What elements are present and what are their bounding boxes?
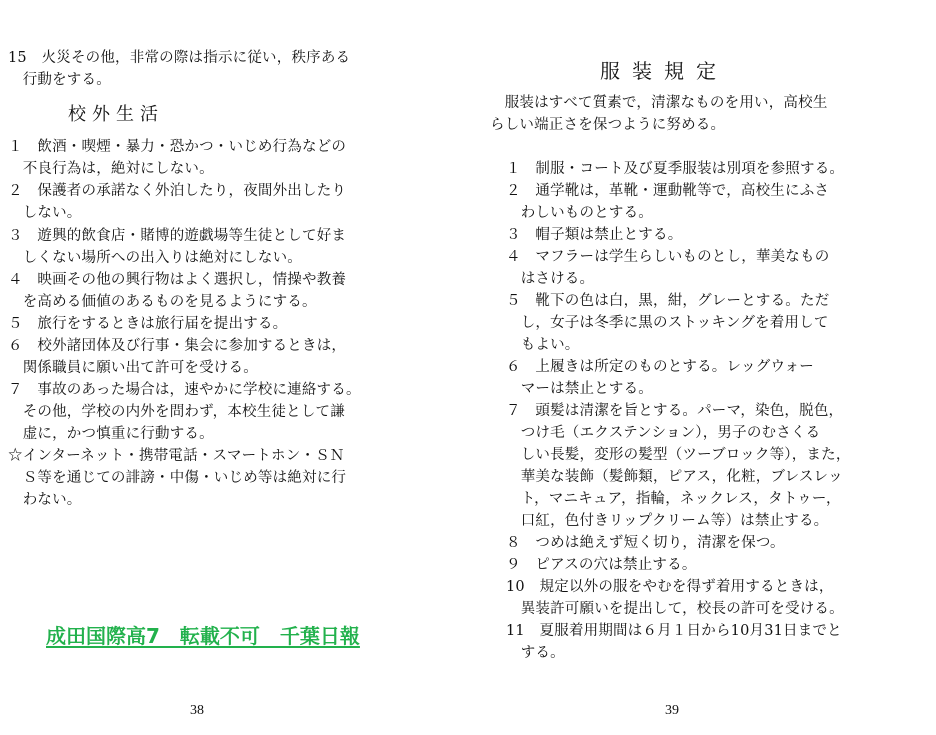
- rule-line: つけ毛（エクステンション），男子のむさくる: [506, 425, 821, 441]
- rule-line: ６ 校外諸団体及び行事・集会に参加するときは，: [8, 338, 347, 354]
- rule-line: わしいものとする。: [506, 205, 653, 221]
- rule-line: ７ 頭髪は清潔を旨とする。パーマ，染色，脱色，: [506, 403, 844, 419]
- rule-line: 華美な装飾（髪飾類，ピアス，化粧，ブレスレッ: [506, 469, 843, 485]
- rule-line: 行動をする。: [8, 72, 111, 88]
- rule-line: ８ つめは絶えず短く切り，清潔を保つ。: [506, 535, 785, 551]
- rule-line: ２ 保護者の承諾なく外泊したり，夜間外出したり: [8, 183, 347, 199]
- rule-line: 異装許可願いを提出して，校長の許可を受ける。: [506, 601, 844, 617]
- rule-line: 15 火災その他，非常の際は指示に従い，秩序ある: [8, 50, 351, 66]
- rule-line: ４ 映画その他の興行物はよく選択し，情操や教養: [8, 272, 347, 288]
- right-page: [468, 0, 936, 735]
- rule-line: はさける。: [506, 271, 595, 287]
- rule-line: を高める価値のあるものを見るようにする。: [8, 294, 317, 310]
- rule-line: マーは禁止とする。: [506, 381, 653, 397]
- rule-line: ☆インターネット・携帯電話・スマートホン・ＳＮ: [8, 448, 345, 464]
- rule-line: 不良行為は，絶対にしない。: [8, 161, 214, 177]
- rule-line: 虚に，かつ慎重に行動する。: [8, 426, 214, 442]
- rule-line: 11 夏服着用期間は６月１日から10月31日までと: [506, 623, 842, 639]
- rule-line: もよい。: [506, 337, 580, 353]
- rule-line: ９ ピアスの穴は禁止する。: [506, 557, 697, 573]
- rule-line: １ 制服・コート及び夏季服装は別項を参照する。: [506, 161, 845, 177]
- rule-line: ３ 帽子類は禁止とする。: [506, 227, 683, 243]
- rule-line: 口紅，色付きリップクリーム等）は禁止する。: [506, 513, 829, 529]
- rule-line: わない。: [8, 492, 82, 508]
- rule-line: 10 規定以外の服をやむを得ず着用するときは，: [506, 579, 834, 595]
- page-number: 39: [665, 703, 679, 718]
- rule-line: Ｓ等を通じての誹謗・中傷・いじめ等は絶対に行: [8, 470, 347, 486]
- rule-line: しくない場所への出入りは絶対にしない。: [8, 250, 302, 266]
- rule-line: ４ マフラーは学生らしいものとし，華美なもの: [506, 249, 830, 265]
- rule-line: １ 飲酒・喫煙・暴力・恐かつ・いじめ行為などの: [8, 139, 347, 155]
- rule-line: し，女子は冬季に黒のストッキングを着用して: [506, 315, 829, 331]
- rule-line: する。: [506, 645, 565, 661]
- intro-line: らしい端正さを保つように努める。: [490, 117, 726, 133]
- rule-line: ト，マニキュア，指輪，ネックレス，タトゥー，: [506, 491, 841, 507]
- rule-line: その他，学校の内外を問わず，本校生徒として謙: [8, 404, 345, 420]
- section-title: 服装規定: [600, 59, 728, 83]
- page-number: 38: [190, 703, 204, 718]
- section-title: 校外生活: [68, 104, 164, 125]
- rule-line: ６ 上履きは所定のものとする。レッグウォー: [506, 359, 814, 375]
- rule-line: ２ 通学靴は，革靴・運動靴等で，高校生にふさ: [506, 183, 830, 199]
- rule-line: ７ 事故のあった場合は，速やかに学校に連絡する。: [8, 382, 361, 398]
- intro-line: 服装はすべて質素で，清潔なものを用い，高校生: [490, 95, 828, 111]
- rule-line: ３ 遊興的飲食店・賭博的遊戯場等生徒として好ま: [8, 228, 347, 244]
- rule-line: ５ 靴下の色は白，黒，紺，グレーとする。ただ: [506, 293, 830, 309]
- rule-line: しない。: [8, 205, 82, 221]
- rule-line: 関係職員に願い出て許可を受ける。: [8, 360, 258, 376]
- rule-line: しい長髪，変形の髪型（ツーブロック等），また，: [506, 447, 851, 463]
- watermark: 成田国際高7 転載不可 千葉日報: [46, 624, 360, 648]
- rule-line: ５ 旅行をするときは旅行届を提出する。: [8, 316, 288, 332]
